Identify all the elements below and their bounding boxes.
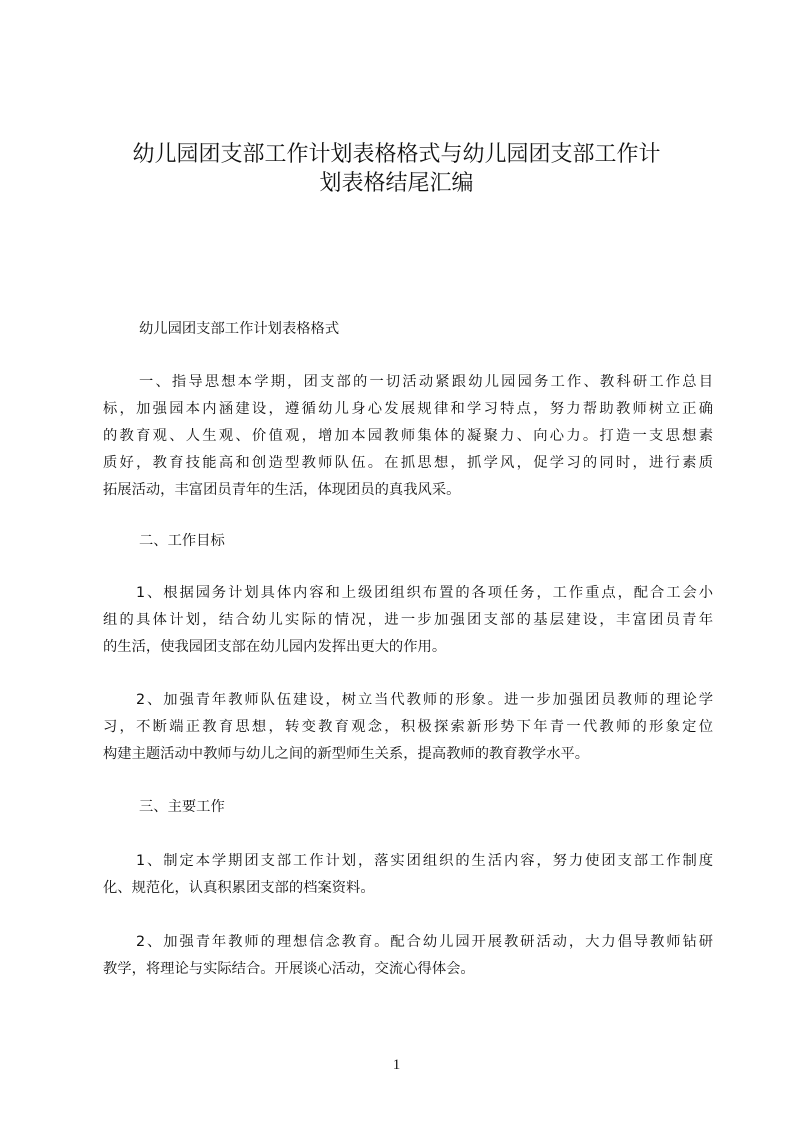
- paragraph-line: 的教育观、人生观、价值观，增加本园教师集体的凝聚力、向心力。打造一支思想素: [103, 428, 713, 444]
- paragraph-line: 习，不断端正教育思想，转变教育观念，积极探索新形势下年青一代教师的形象定位: [103, 719, 713, 735]
- paragraph-goal-2: [103, 687, 713, 768]
- document-title: [90, 140, 703, 198]
- title-line-1: 幼儿园团支部工作计划表格格式与幼儿园团支部工作计: [132, 142, 661, 167]
- heading-work-goals: [103, 528, 713, 555]
- paragraph-line: 的生活，使我园团支部在幼儿园内发挥出更大的作用。: [103, 639, 447, 655]
- subtitle: [103, 316, 713, 343]
- paragraph-line: 2、加强青年教师队伍建设，树立当代教师的形象。进一步加强团员教师的理论学: [136, 692, 713, 708]
- paragraph-line: 1、根据园务计划具体内容和上级团组织布置的各项任务，工作重点，配合工会小: [136, 585, 713, 601]
- paragraph-line: 化、规范化，认真积累团支部的档案资料。: [103, 880, 375, 896]
- heading-text: 二、工作目标: [139, 533, 225, 549]
- paragraph-line: 一、指导思想本学期，团支部的一切活动紧跟幼儿园园务工作、教科研工作总目: [139, 374, 713, 390]
- heading-main-work: [103, 794, 713, 821]
- paragraph-line: 质好，教育技能高和创造型教师队伍。在抓思想，抓学风，促学习的同时，进行素质: [103, 455, 713, 471]
- paragraph-line: 构建主题活动中教师与幼儿之间的新型师生关系，提高教师的教育教学水平。: [103, 746, 590, 762]
- heading-text: 三、主要工作: [139, 799, 225, 815]
- paragraph-goal-1: [103, 580, 713, 661]
- subtitle-text: 幼儿园团支部工作计划表格格式: [139, 321, 340, 337]
- paragraph-line: 组的具体计划，结合幼儿实际的情况，进一步加强团支部的基层建设，丰富团员青年: [103, 612, 713, 628]
- title-line-2: 划表格结尾汇编: [319, 171, 474, 196]
- paragraph-line: 拓展活动，丰富团员青年的生活，体现团员的真我风采。: [103, 482, 461, 498]
- paragraph-line: 标，加强园本内涵建设，遵循幼儿身心发展规律和学习特点，努力帮助教师树立正确: [103, 401, 713, 417]
- paragraph-work-2: [103, 929, 713, 983]
- paragraph-guiding-ideology: [103, 369, 713, 504]
- paragraph-work-1: [103, 848, 713, 902]
- paragraph-line: 1、制定本学期团支部工作计划，落实团组织的生活内容，努力使团支部工作制度: [136, 853, 713, 869]
- paragraph-line: 2、加强青年教师的理想信念教育。配合幼儿园开展教研活动，大力倡导教师钻研: [136, 934, 713, 950]
- paragraph-line: 教学，将理论与实际结合。开展谈心活动，交流心得体会。: [103, 961, 475, 977]
- page-number: 1: [392, 1057, 401, 1073]
